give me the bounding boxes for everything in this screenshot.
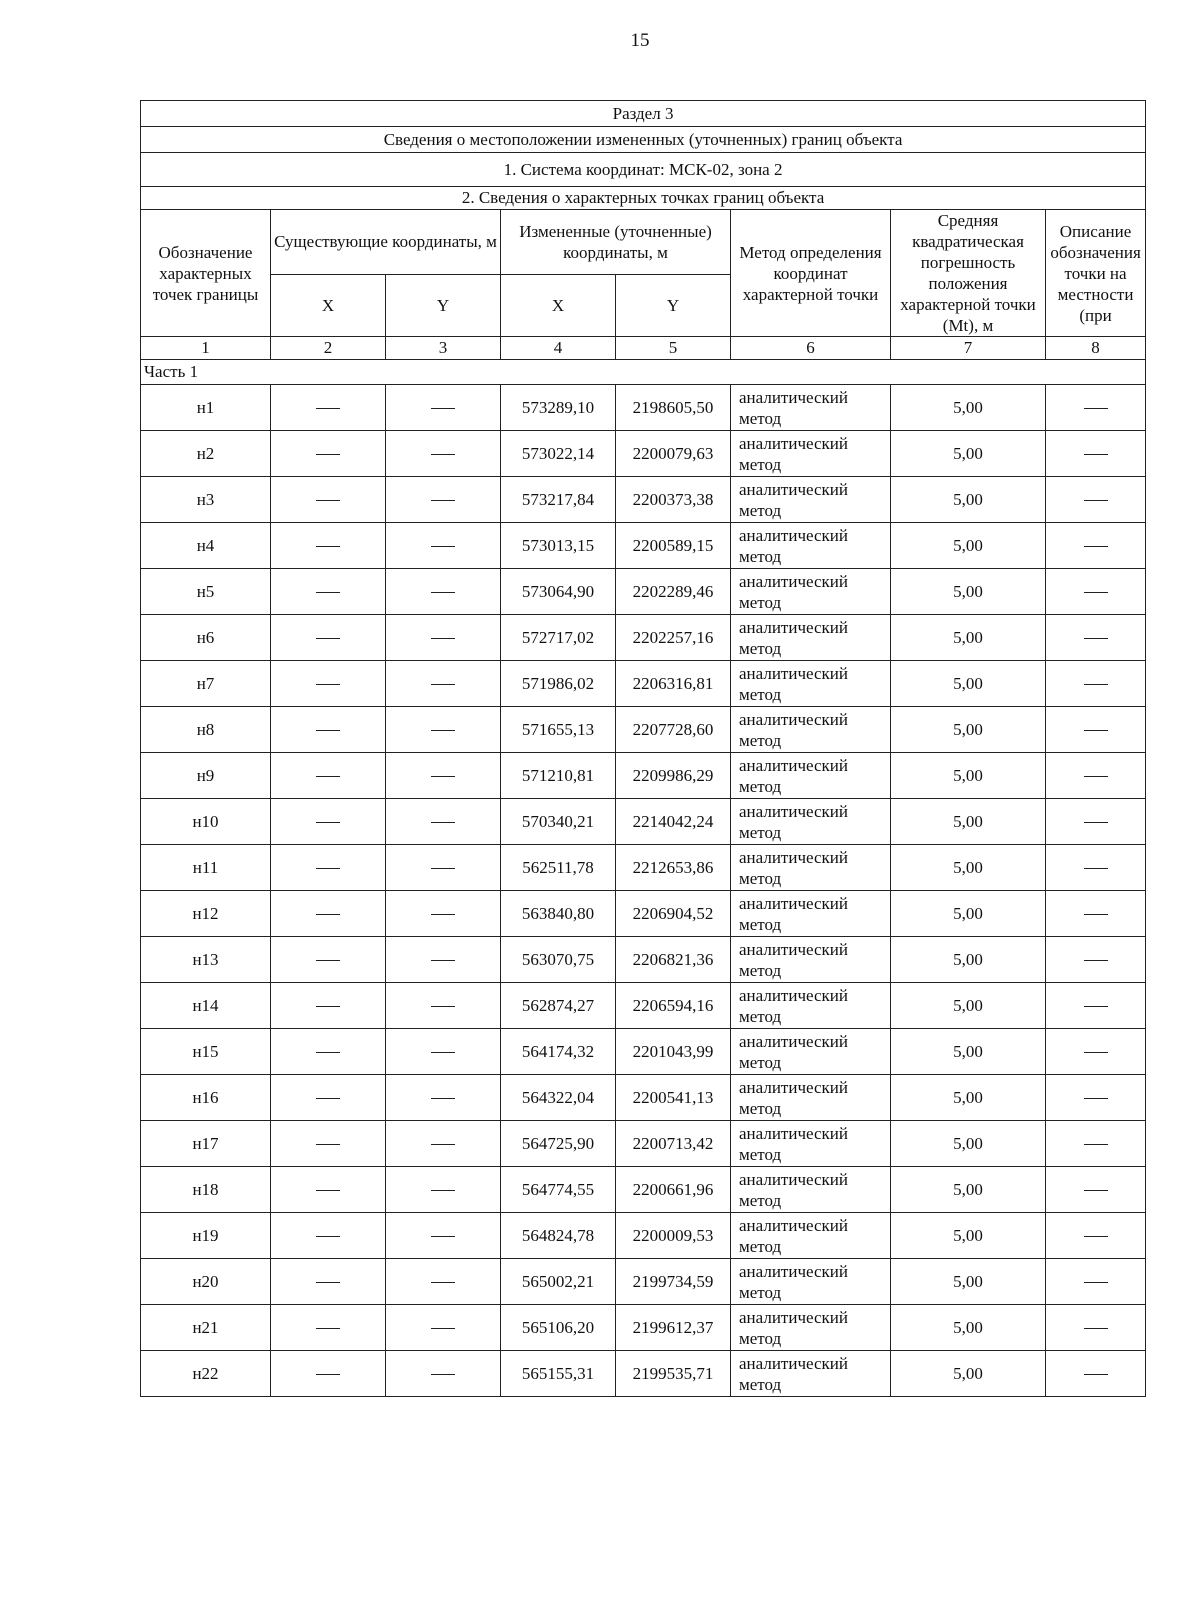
table-row [141, 1075, 1146, 1121]
method: аналитический метод [731, 569, 891, 615]
changed-y: 2200661,96 [616, 1167, 731, 1213]
point-designation: н5 [141, 569, 271, 615]
existing-y [386, 799, 501, 845]
changed-y: 2198605,50 [616, 385, 731, 431]
existing-y [386, 477, 501, 523]
dash-mark [1084, 408, 1108, 409]
dash-mark [431, 776, 455, 777]
table-row [141, 1029, 1146, 1075]
changed-x: 571986,02 [501, 661, 616, 707]
accuracy-mt: 5,00 [891, 1029, 1046, 1075]
existing-y [386, 937, 501, 983]
dash-mark [316, 1236, 340, 1237]
dash-mark [431, 868, 455, 869]
changed-x: 570340,21 [501, 799, 616, 845]
point-designation: н2 [141, 431, 271, 477]
changed-x: 564824,78 [501, 1213, 616, 1259]
method: аналитический метод [731, 1351, 891, 1397]
header-existing-x: X [271, 274, 386, 336]
accuracy-mt: 5,00 [891, 523, 1046, 569]
existing-x [271, 937, 386, 983]
dash-mark [431, 822, 455, 823]
description [1046, 937, 1146, 983]
method: аналитический метод [731, 523, 891, 569]
dash-mark [1084, 546, 1108, 547]
changed-y: 2206594,16 [616, 983, 731, 1029]
dash-mark [1084, 822, 1108, 823]
existing-x [271, 661, 386, 707]
existing-x [271, 1305, 386, 1351]
description [1046, 707, 1146, 753]
point-designation: н13 [141, 937, 271, 983]
accuracy-mt: 5,00 [891, 753, 1046, 799]
method: аналитический метод [731, 661, 891, 707]
changed-x: 564174,32 [501, 1029, 616, 1075]
existing-y [386, 1029, 501, 1075]
point-designation: н20 [141, 1259, 271, 1305]
changed-y: 2199612,37 [616, 1305, 731, 1351]
existing-y [386, 1259, 501, 1305]
table-row [141, 1305, 1146, 1351]
changed-x: 571210,81 [501, 753, 616, 799]
changed-y: 2206904,52 [616, 891, 731, 937]
method: аналитический метод [731, 431, 891, 477]
dash-mark [316, 1098, 340, 1099]
description [1046, 431, 1146, 477]
dash-mark [316, 454, 340, 455]
dash-mark [431, 546, 455, 547]
changed-x: 563070,75 [501, 937, 616, 983]
description [1046, 1259, 1146, 1305]
table-row [141, 937, 1146, 983]
description [1046, 753, 1146, 799]
method: аналитический метод [731, 753, 891, 799]
existing-x [271, 1213, 386, 1259]
changed-y: 2199535,71 [616, 1351, 731, 1397]
changed-y: 2200713,42 [616, 1121, 731, 1167]
dash-mark [431, 960, 455, 961]
dash-mark [1084, 454, 1108, 455]
column-number: 7 [891, 337, 1046, 360]
column-number: 5 [616, 337, 731, 360]
dash-mark [316, 1374, 340, 1375]
dash-mark [431, 408, 455, 409]
dash-mark [316, 914, 340, 915]
dash-mark [431, 454, 455, 455]
header-accuracy: Средняя квадратическая погрешность положения характерной точки (Mt), м [891, 210, 1046, 337]
coordinate-system: 1. Система координат: МСК-02, зона 2 [141, 153, 1146, 187]
dash-mark [316, 1006, 340, 1007]
changed-x: 562511,78 [501, 845, 616, 891]
existing-y [386, 1121, 501, 1167]
dash-mark [1084, 1328, 1108, 1329]
existing-x [271, 615, 386, 661]
changed-x: 564322,04 [501, 1075, 616, 1121]
dash-mark [431, 500, 455, 501]
method: аналитический метод [731, 799, 891, 845]
dash-mark [316, 638, 340, 639]
method: аналитический метод [731, 385, 891, 431]
existing-y [386, 615, 501, 661]
dash-mark [316, 592, 340, 593]
existing-x [271, 983, 386, 1029]
changed-x: 573289,10 [501, 385, 616, 431]
dash-mark [431, 684, 455, 685]
dash-mark [1084, 592, 1108, 593]
header-description: Описание обозначения точки на местности (при [1046, 210, 1146, 337]
point-designation: н16 [141, 1075, 271, 1121]
changed-y: 2206316,81 [616, 661, 731, 707]
dash-mark [431, 1098, 455, 1099]
changed-y: 2202257,16 [616, 615, 731, 661]
boundary-table-wrapper [140, 100, 1145, 1397]
point-designation: н8 [141, 707, 271, 753]
changed-x: 563840,80 [501, 891, 616, 937]
changed-y: 2209986,29 [616, 753, 731, 799]
table-row [141, 431, 1146, 477]
dash-mark [431, 1236, 455, 1237]
dash-mark [431, 1374, 455, 1375]
existing-y [386, 523, 501, 569]
description [1046, 1029, 1146, 1075]
changed-y: 2212653,86 [616, 845, 731, 891]
changed-y: 2202289,46 [616, 569, 731, 615]
accuracy-mt: 5,00 [891, 1167, 1046, 1213]
method: аналитический метод [731, 477, 891, 523]
description [1046, 799, 1146, 845]
changed-x: 565155,31 [501, 1351, 616, 1397]
table-row [141, 569, 1146, 615]
accuracy-mt: 5,00 [891, 1213, 1046, 1259]
existing-y [386, 1305, 501, 1351]
existing-x [271, 1259, 386, 1305]
existing-x [271, 1121, 386, 1167]
accuracy-mt: 5,00 [891, 1075, 1046, 1121]
point-designation: н9 [141, 753, 271, 799]
point-designation: н14 [141, 983, 271, 1029]
description [1046, 1167, 1146, 1213]
header-method: Метод определения координат характерной точки [731, 210, 891, 337]
changed-x: 573064,90 [501, 569, 616, 615]
point-designation: н15 [141, 1029, 271, 1075]
point-designation: н6 [141, 615, 271, 661]
dash-mark [1084, 1098, 1108, 1099]
description [1046, 615, 1146, 661]
header-existing-coords: Существующие координаты, м [271, 210, 501, 275]
existing-y [386, 385, 501, 431]
changed-y: 2200079,63 [616, 431, 731, 477]
column-number: 1 [141, 337, 271, 360]
changed-y: 2200589,15 [616, 523, 731, 569]
dash-mark [316, 684, 340, 685]
table-row [141, 523, 1146, 569]
changed-y: 2206821,36 [616, 937, 731, 983]
existing-x [271, 1167, 386, 1213]
dash-mark [316, 776, 340, 777]
changed-y: 2200373,38 [616, 477, 731, 523]
existing-x [271, 569, 386, 615]
method: аналитический метод [731, 1167, 891, 1213]
existing-y [386, 431, 501, 477]
point-designation: н7 [141, 661, 271, 707]
column-number: 2 [271, 337, 386, 360]
dash-mark [431, 592, 455, 593]
existing-y [386, 753, 501, 799]
description [1046, 523, 1146, 569]
dash-mark [316, 1282, 340, 1283]
column-number: 8 [1046, 337, 1146, 360]
column-number: 3 [386, 337, 501, 360]
header-changed-y: Y [616, 274, 731, 336]
dash-mark [431, 1190, 455, 1191]
dash-mark [431, 638, 455, 639]
accuracy-mt: 5,00 [891, 477, 1046, 523]
section-title: Раздел 3 [141, 101, 1146, 127]
existing-y [386, 661, 501, 707]
accuracy-mt: 5,00 [891, 1121, 1046, 1167]
dash-mark [431, 1052, 455, 1053]
existing-y [386, 1167, 501, 1213]
table-row [141, 753, 1146, 799]
existing-y [386, 1075, 501, 1121]
method: аналитический метод [731, 891, 891, 937]
point-designation: н3 [141, 477, 271, 523]
existing-x [271, 385, 386, 431]
changed-y: 2200009,53 [616, 1213, 731, 1259]
existing-x [271, 707, 386, 753]
description [1046, 845, 1146, 891]
dash-mark [1084, 868, 1108, 869]
point-designation: н21 [141, 1305, 271, 1351]
existing-x [271, 845, 386, 891]
table-row [141, 1121, 1146, 1167]
description [1046, 477, 1146, 523]
method: аналитический метод [731, 1259, 891, 1305]
accuracy-mt: 5,00 [891, 983, 1046, 1029]
existing-y [386, 707, 501, 753]
point-designation: н22 [141, 1351, 271, 1397]
dash-mark [431, 1006, 455, 1007]
dash-mark [1084, 500, 1108, 501]
table-row [141, 1351, 1146, 1397]
existing-y [386, 569, 501, 615]
existing-x [271, 477, 386, 523]
existing-y [386, 845, 501, 891]
dash-mark [316, 546, 340, 547]
dash-mark [1084, 1236, 1108, 1237]
dash-mark [1084, 638, 1108, 639]
column-numbers-row [141, 337, 1146, 360]
changed-x: 564725,90 [501, 1121, 616, 1167]
accuracy-mt: 5,00 [891, 569, 1046, 615]
changed-x: 573022,14 [501, 431, 616, 477]
dash-mark [1084, 914, 1108, 915]
points-heading: 2. Сведения о характерных точках границ объекта [141, 187, 1146, 210]
accuracy-mt: 5,00 [891, 891, 1046, 937]
description [1046, 385, 1146, 431]
dash-mark [1084, 1052, 1108, 1053]
description [1046, 1075, 1146, 1121]
dash-mark [316, 1144, 340, 1145]
header-changed-coords: Измененные (уточненные) координаты, м [501, 210, 731, 275]
table-row [141, 1259, 1146, 1305]
header-existing-y: Y [386, 274, 501, 336]
header-changed-x: X [501, 274, 616, 336]
point-designation: н4 [141, 523, 271, 569]
changed-y: 2207728,60 [616, 707, 731, 753]
existing-y [386, 1351, 501, 1397]
method: аналитический метод [731, 1029, 891, 1075]
description [1046, 1305, 1146, 1351]
table-row [141, 799, 1146, 845]
table-row [141, 615, 1146, 661]
existing-x [271, 1351, 386, 1397]
dash-mark [316, 1052, 340, 1053]
dash-mark [1084, 1190, 1108, 1191]
existing-x [271, 799, 386, 845]
description [1046, 891, 1146, 937]
method: аналитический метод [731, 845, 891, 891]
accuracy-mt: 5,00 [891, 1351, 1046, 1397]
changed-y: 2200541,13 [616, 1075, 731, 1121]
changed-x: 571655,13 [501, 707, 616, 753]
accuracy-mt: 5,00 [891, 1259, 1046, 1305]
dash-mark [431, 730, 455, 731]
accuracy-mt: 5,00 [891, 937, 1046, 983]
method: аналитический метод [731, 1305, 891, 1351]
table-row [141, 477, 1146, 523]
changed-x: 562874,27 [501, 983, 616, 1029]
boundary-points-table [140, 100, 1146, 1397]
dash-mark [316, 730, 340, 731]
dash-mark [1084, 776, 1108, 777]
existing-y [386, 891, 501, 937]
existing-x [271, 523, 386, 569]
existing-x [271, 753, 386, 799]
changed-y: 2201043,99 [616, 1029, 731, 1075]
dash-mark [1084, 1006, 1108, 1007]
dash-mark [316, 1328, 340, 1329]
dash-mark [1084, 1374, 1108, 1375]
dash-mark [316, 500, 340, 501]
table-row [141, 983, 1146, 1029]
method: аналитический метод [731, 615, 891, 661]
existing-x [271, 1029, 386, 1075]
method: аналитический метод [731, 1213, 891, 1259]
point-designation: н18 [141, 1167, 271, 1213]
method: аналитический метод [731, 983, 891, 1029]
table-row [141, 707, 1146, 753]
existing-x [271, 431, 386, 477]
existing-x [271, 891, 386, 937]
description [1046, 1121, 1146, 1167]
dash-mark [431, 1282, 455, 1283]
dash-mark [1084, 1282, 1108, 1283]
description [1046, 1351, 1146, 1397]
accuracy-mt: 5,00 [891, 615, 1046, 661]
table-row [141, 891, 1146, 937]
dash-mark [1084, 730, 1108, 731]
accuracy-mt: 5,00 [891, 845, 1046, 891]
dash-mark [431, 914, 455, 915]
table-row [141, 385, 1146, 431]
changed-x: 572717,02 [501, 615, 616, 661]
part-label: Часть 1 [141, 360, 1146, 385]
table-row [141, 845, 1146, 891]
description [1046, 569, 1146, 615]
point-designation: н11 [141, 845, 271, 891]
point-designation: н1 [141, 385, 271, 431]
description [1046, 1213, 1146, 1259]
point-designation: н19 [141, 1213, 271, 1259]
existing-x [271, 1075, 386, 1121]
dash-mark [1084, 960, 1108, 961]
table-row [141, 1167, 1146, 1213]
dash-mark [316, 960, 340, 961]
dash-mark [431, 1144, 455, 1145]
changed-y: 2199734,59 [616, 1259, 731, 1305]
existing-y [386, 983, 501, 1029]
existing-y [386, 1213, 501, 1259]
method: аналитический метод [731, 707, 891, 753]
changed-x: 565002,21 [501, 1259, 616, 1305]
method: аналитический метод [731, 1075, 891, 1121]
changed-x: 565106,20 [501, 1305, 616, 1351]
table-row [141, 661, 1146, 707]
point-designation: н10 [141, 799, 271, 845]
dash-mark [316, 822, 340, 823]
dash-mark [316, 868, 340, 869]
accuracy-mt: 5,00 [891, 707, 1046, 753]
changed-y: 2214042,24 [616, 799, 731, 845]
page-number: 15 [630, 30, 650, 51]
accuracy-mt: 5,00 [891, 661, 1046, 707]
header-point-designation: Обозначение характерных точек границы [141, 210, 271, 337]
changed-x: 573013,15 [501, 523, 616, 569]
dash-mark [431, 1328, 455, 1329]
dash-mark [1084, 684, 1108, 685]
method: аналитический метод [731, 937, 891, 983]
section-subtitle: Сведения о местоположении измененных (уточненных) границ объекта [141, 127, 1146, 153]
description [1046, 661, 1146, 707]
point-designation: н12 [141, 891, 271, 937]
changed-x: 564774,55 [501, 1167, 616, 1213]
changed-x: 573217,84 [501, 477, 616, 523]
accuracy-mt: 5,00 [891, 799, 1046, 845]
accuracy-mt: 5,00 [891, 1305, 1046, 1351]
table-row [141, 1213, 1146, 1259]
accuracy-mt: 5,00 [891, 385, 1046, 431]
method: аналитический метод [731, 1121, 891, 1167]
accuracy-mt: 5,00 [891, 431, 1046, 477]
dash-mark [316, 1190, 340, 1191]
dash-mark [1084, 1144, 1108, 1145]
column-number: 6 [731, 337, 891, 360]
dash-mark [316, 408, 340, 409]
column-number: 4 [501, 337, 616, 360]
description [1046, 983, 1146, 1029]
point-designation: н17 [141, 1121, 271, 1167]
